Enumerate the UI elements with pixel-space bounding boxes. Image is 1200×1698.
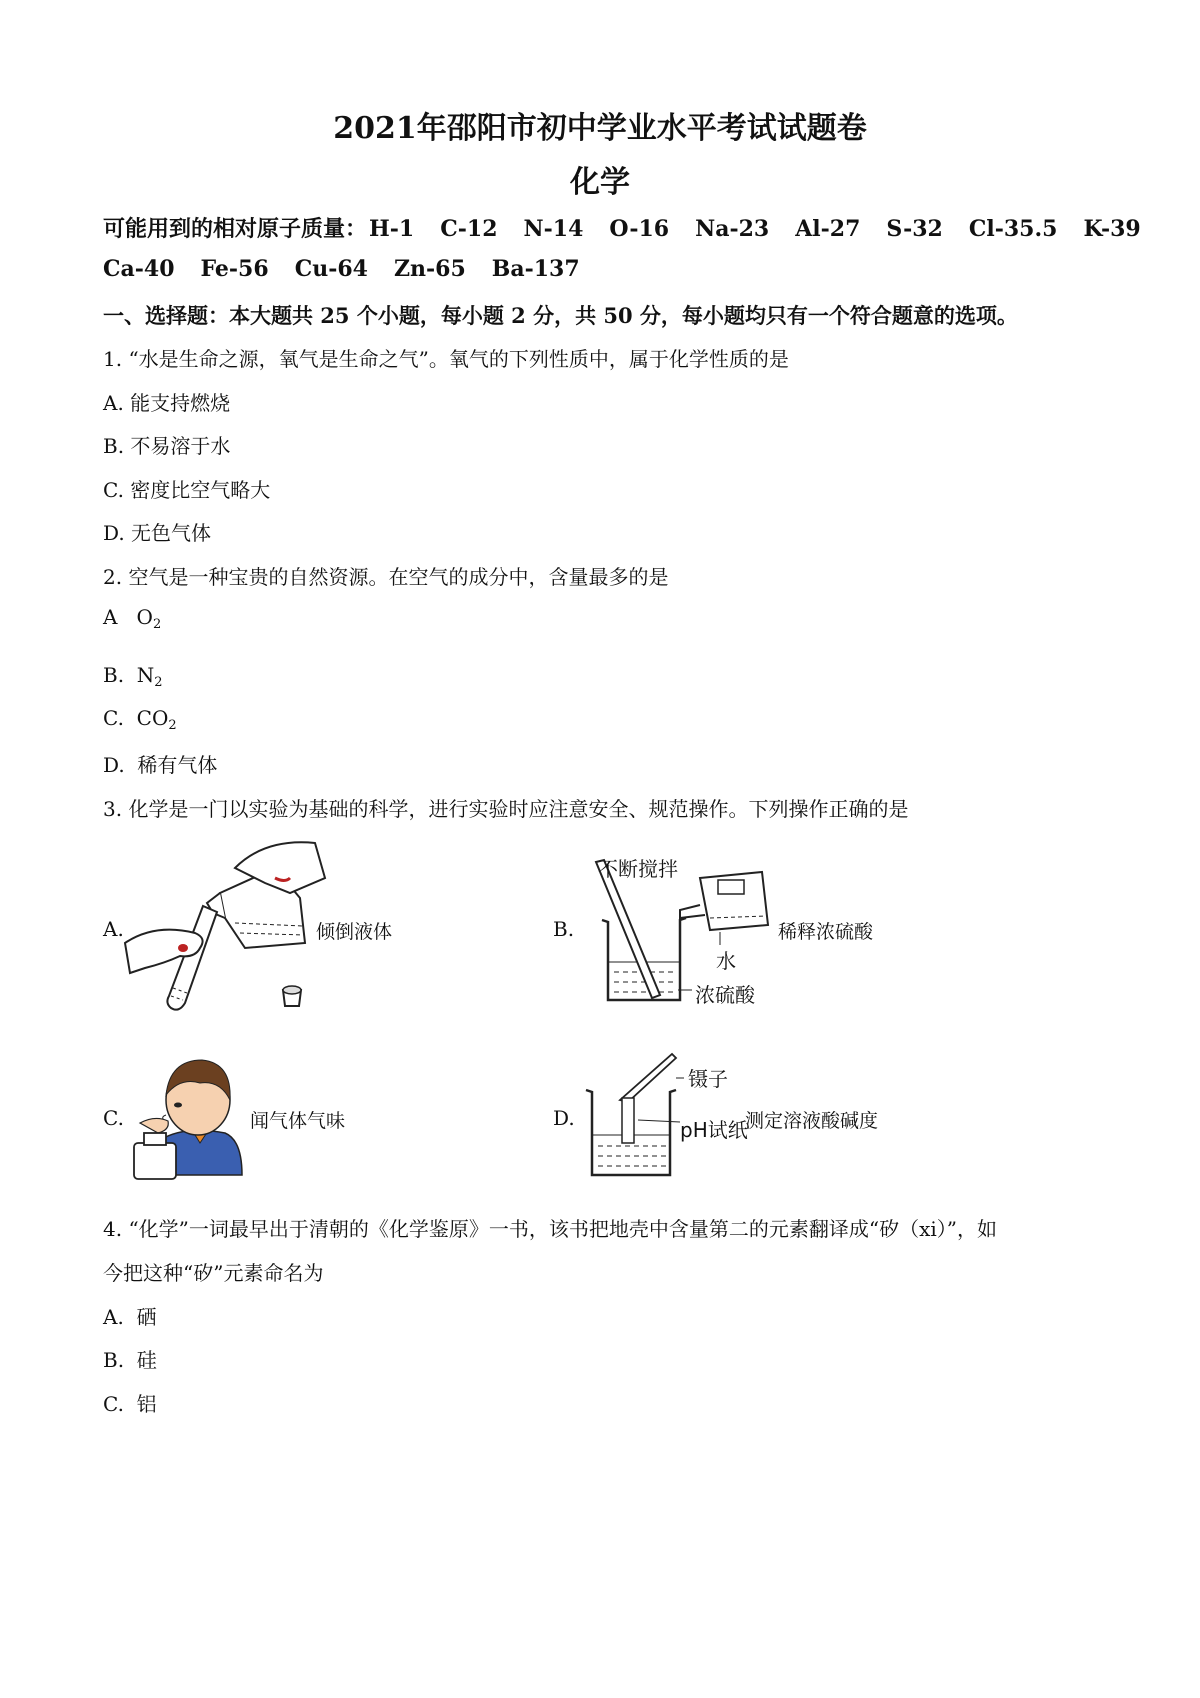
question-2-option-c [103,706,177,733]
question-1-option-b: B. 不易溶于水 [103,434,231,458]
question-1-stem: 1. “水是生命之源，氧气是生命之气”。氧气的下列性质中，属于化学性质的是 [103,347,789,371]
option-text: 稀有气体 [137,753,218,777]
option-text: 铝 [136,1392,157,1416]
question-1-option-c: C. 密度比空气略大 [103,478,271,502]
option-letter: B. [103,663,125,687]
water-label: 水 [716,949,736,973]
question-3-option-b-letter: B. [553,917,575,941]
mass-cl: Cl-35.5 [968,216,1058,242]
question-4-option-b [103,1344,157,1373]
formula-main: O [136,605,153,629]
question-2-option-d [103,749,217,778]
mass-na: Na-23 [695,216,770,242]
question-4-option-c [103,1388,157,1417]
ph-caption: 测定溶液酸碱度 [745,1110,879,1132]
mass-cu: Cu-64 [294,256,368,282]
option-letter: C. [103,706,124,730]
mass-n: N-14 [523,216,584,242]
acid-label: 浓硫酸 [695,983,755,1007]
pouring-liquid-illustration [125,838,325,1018]
option-letter: B. [103,1348,125,1372]
atomic-mass-line-2 [103,256,606,282]
pouring-caption: 倾倒液体 [316,921,393,943]
mass-ba: Ba-137 [491,256,580,282]
option-text: 硅 [136,1348,157,1372]
question-2-option-a [103,605,161,632]
option-letter: A. [103,1305,124,1329]
option-text: 硒 [136,1305,157,1329]
formula-main: CO [136,706,169,730]
question-1-option-d: D. 无色气体 [103,521,212,545]
question-4-stem-line-1: 4. “化学”一词最早出于清朝的《化学鉴原》一书，该书把地壳中含量第二的元素翻译成“矽（xi）”，如 [103,1217,998,1241]
atomic-mass-line-1 [103,212,1141,243]
subject-title: 化学 [570,165,630,200]
mass-zn: Zn-65 [393,256,466,282]
question-2-option-b [103,663,163,690]
diluting-caption: 稀释浓硫酸 [778,921,874,943]
question-3-stem: 3. 化学是一门以实验为基础的科学，进行实验时应注意安全、规范操作。下列操作正确的是 [103,797,909,821]
formula-main: N [136,663,155,687]
smelling-caption: 闻气体气味 [250,1110,346,1132]
formula-sub: 2 [168,718,177,733]
mass-ca: Ca-40 [103,256,175,282]
mass-o: O-16 [609,216,670,242]
ph-paper-label: pH试纸 [680,1118,748,1142]
stir-label: 不断搅拌 [598,857,678,881]
mass-h: H-1 [369,216,415,242]
formula-sub: 2 [152,617,162,632]
mass-s: S-32 [886,216,943,242]
mass-al: Al-27 [795,216,861,242]
question-3-option-a-letter: A. [103,917,124,941]
tweezers-label: 镊子 [688,1067,728,1091]
option-letter: A [103,605,118,629]
smelling-gas-illustration [130,1045,245,1180]
question-1-option-a: A. 能支持燃烧 [103,391,231,415]
mass-fe: Fe-56 [200,256,269,282]
question-2-stem: 2. 空气是一种宝贵的自然资源。在空气的成分中，含量最多的是 [103,565,669,589]
question-4-option-a [103,1301,157,1330]
section-heading: 一、选择题：本大题共 25 个小题，每小题 2 分，共 50 分，每小题均只有一个符合题意的选项。 [103,303,1018,328]
option-letter: C. [103,1392,124,1416]
atomic-mass-label: 可能用到的相对原子质量： [103,216,368,242]
question-3-option-d-letter: D. [553,1106,575,1130]
formula-sub: 2 [154,675,163,690]
question-3-option-c-letter: C. [103,1106,124,1130]
question-4-stem-line-2: 今把这种“矽”元素命名为 [103,1261,324,1285]
mass-c: C-12 [440,216,498,242]
mass-k: K-39 [1083,216,1141,242]
option-letter: D. [103,753,125,777]
page-title: 2021年邵阳市初中学业水平考试试题卷 [333,111,867,146]
